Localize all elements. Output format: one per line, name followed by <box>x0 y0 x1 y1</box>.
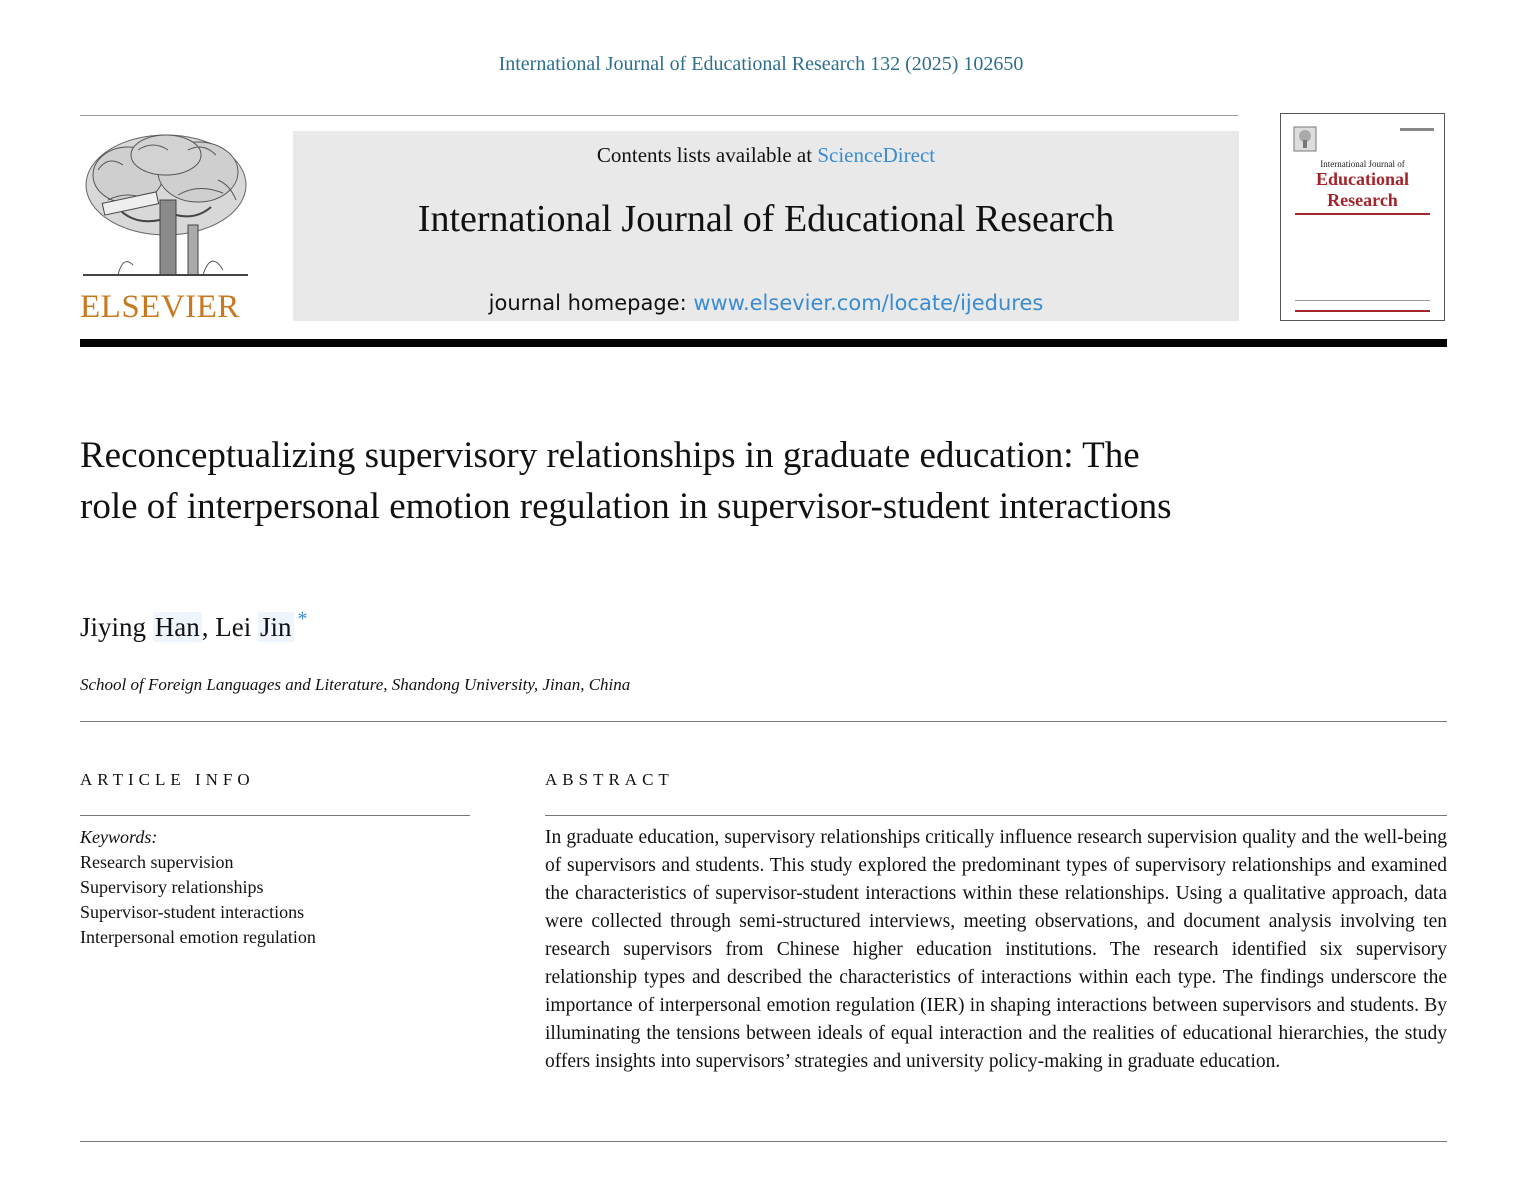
section-rule <box>80 721 1447 722</box>
abstract-heading: ABSTRACT <box>545 770 674 789</box>
article-info-heading: ARTICLE INFO <box>80 770 255 789</box>
homepage-link[interactable]: www.elsevier.com/locate/ijedures <box>693 291 1044 315</box>
cover-logo-icon <box>1293 126 1317 152</box>
contents-line <box>293 143 1239 168</box>
paper-title: Reconceptualizing supervisory relationships in graduate education: The role of interpersonal emotion regulation in supervisor-student interactions <box>80 435 1172 527</box>
keyword-item: Research supervision <box>80 852 234 872</box>
abstract-text: In graduate education, supervisory relationships critically influence research supervision quality and the well-being of supervisors and students. This study explored the predominant types of supervisory relationships and examined the characteristics of supervisor-student interactions within these relationships. Using a qualitative approach, data were collected through semi-structured interviews, meeting observations, and document analysis involving ten research supervisors from Chinese higher education institutions. The research identified six supervisory relationship types and described the characteristics of interactions within each type. The findings underscore the importance of interpersonal emotion regulation (IER) in shaping interactions between supervisors and students. By illuminating the tensions between ideals of equal interaction and the realities of educational hierarchies, the study offers insights into supervisors’ strategies and university policy-making in graduate education. <box>545 827 1447 1072</box>
journal-title: International Journal of Educational Research <box>417 198 1115 240</box>
cover-title-small: International Journal of <box>1320 159 1405 169</box>
sciencedirect-link[interactable]: ScienceDirect <box>817 143 936 167</box>
journal-cover-thumbnail[interactable] <box>1280 113 1445 321</box>
author-list <box>80 608 308 643</box>
cover-bottom-red-rule <box>1295 310 1430 312</box>
keywords-block <box>80 825 316 950</box>
author-separator: , <box>201 612 209 642</box>
header-thick-rule <box>80 339 1447 347</box>
keyword-item: Supervisory relationships <box>80 877 264 897</box>
elsevier-wordmark: ELSEVIER <box>80 289 240 325</box>
corresponding-author-marker[interactable]: * <box>297 608 308 630</box>
header-top-rule <box>80 115 1238 116</box>
author-2-family[interactable]: Jin <box>259 612 292 642</box>
cover-red-rule <box>1295 213 1430 215</box>
cover-title-line-2: Research <box>1327 190 1398 210</box>
homepage-line <box>293 291 1239 315</box>
cover-bottom-rule <box>1295 300 1430 301</box>
homepage-prefix: journal homepage: <box>488 291 694 315</box>
contents-prefix: Contents lists available at <box>596 143 818 167</box>
cover-title-line-1: Educational <box>1315 169 1410 189</box>
cover-issn-mark <box>1400 128 1434 131</box>
author-2-given: Lei <box>215 612 252 642</box>
bottom-rule <box>80 1141 1447 1142</box>
affiliation: School of Foreign Languages and Literature, Shandong University, Jinan, China <box>80 675 631 694</box>
keyword-item: Interpersonal emotion regulation <box>80 927 316 947</box>
author-1-given: Jiying <box>80 612 147 642</box>
tree-icon <box>78 130 253 285</box>
cover-title-big <box>1281 169 1444 211</box>
journal-citation[interactable]: International Journal of Educational Research 132 (2025) 102650 <box>498 53 1024 75</box>
keywords-label: Keywords: <box>80 827 158 847</box>
journal-banner <box>293 131 1239 321</box>
author-1-family[interactable]: Han <box>154 612 200 642</box>
article-info-rule <box>80 815 470 816</box>
keyword-item: Supervisor-student interactions <box>80 902 305 922</box>
abstract-rule <box>545 815 1447 816</box>
